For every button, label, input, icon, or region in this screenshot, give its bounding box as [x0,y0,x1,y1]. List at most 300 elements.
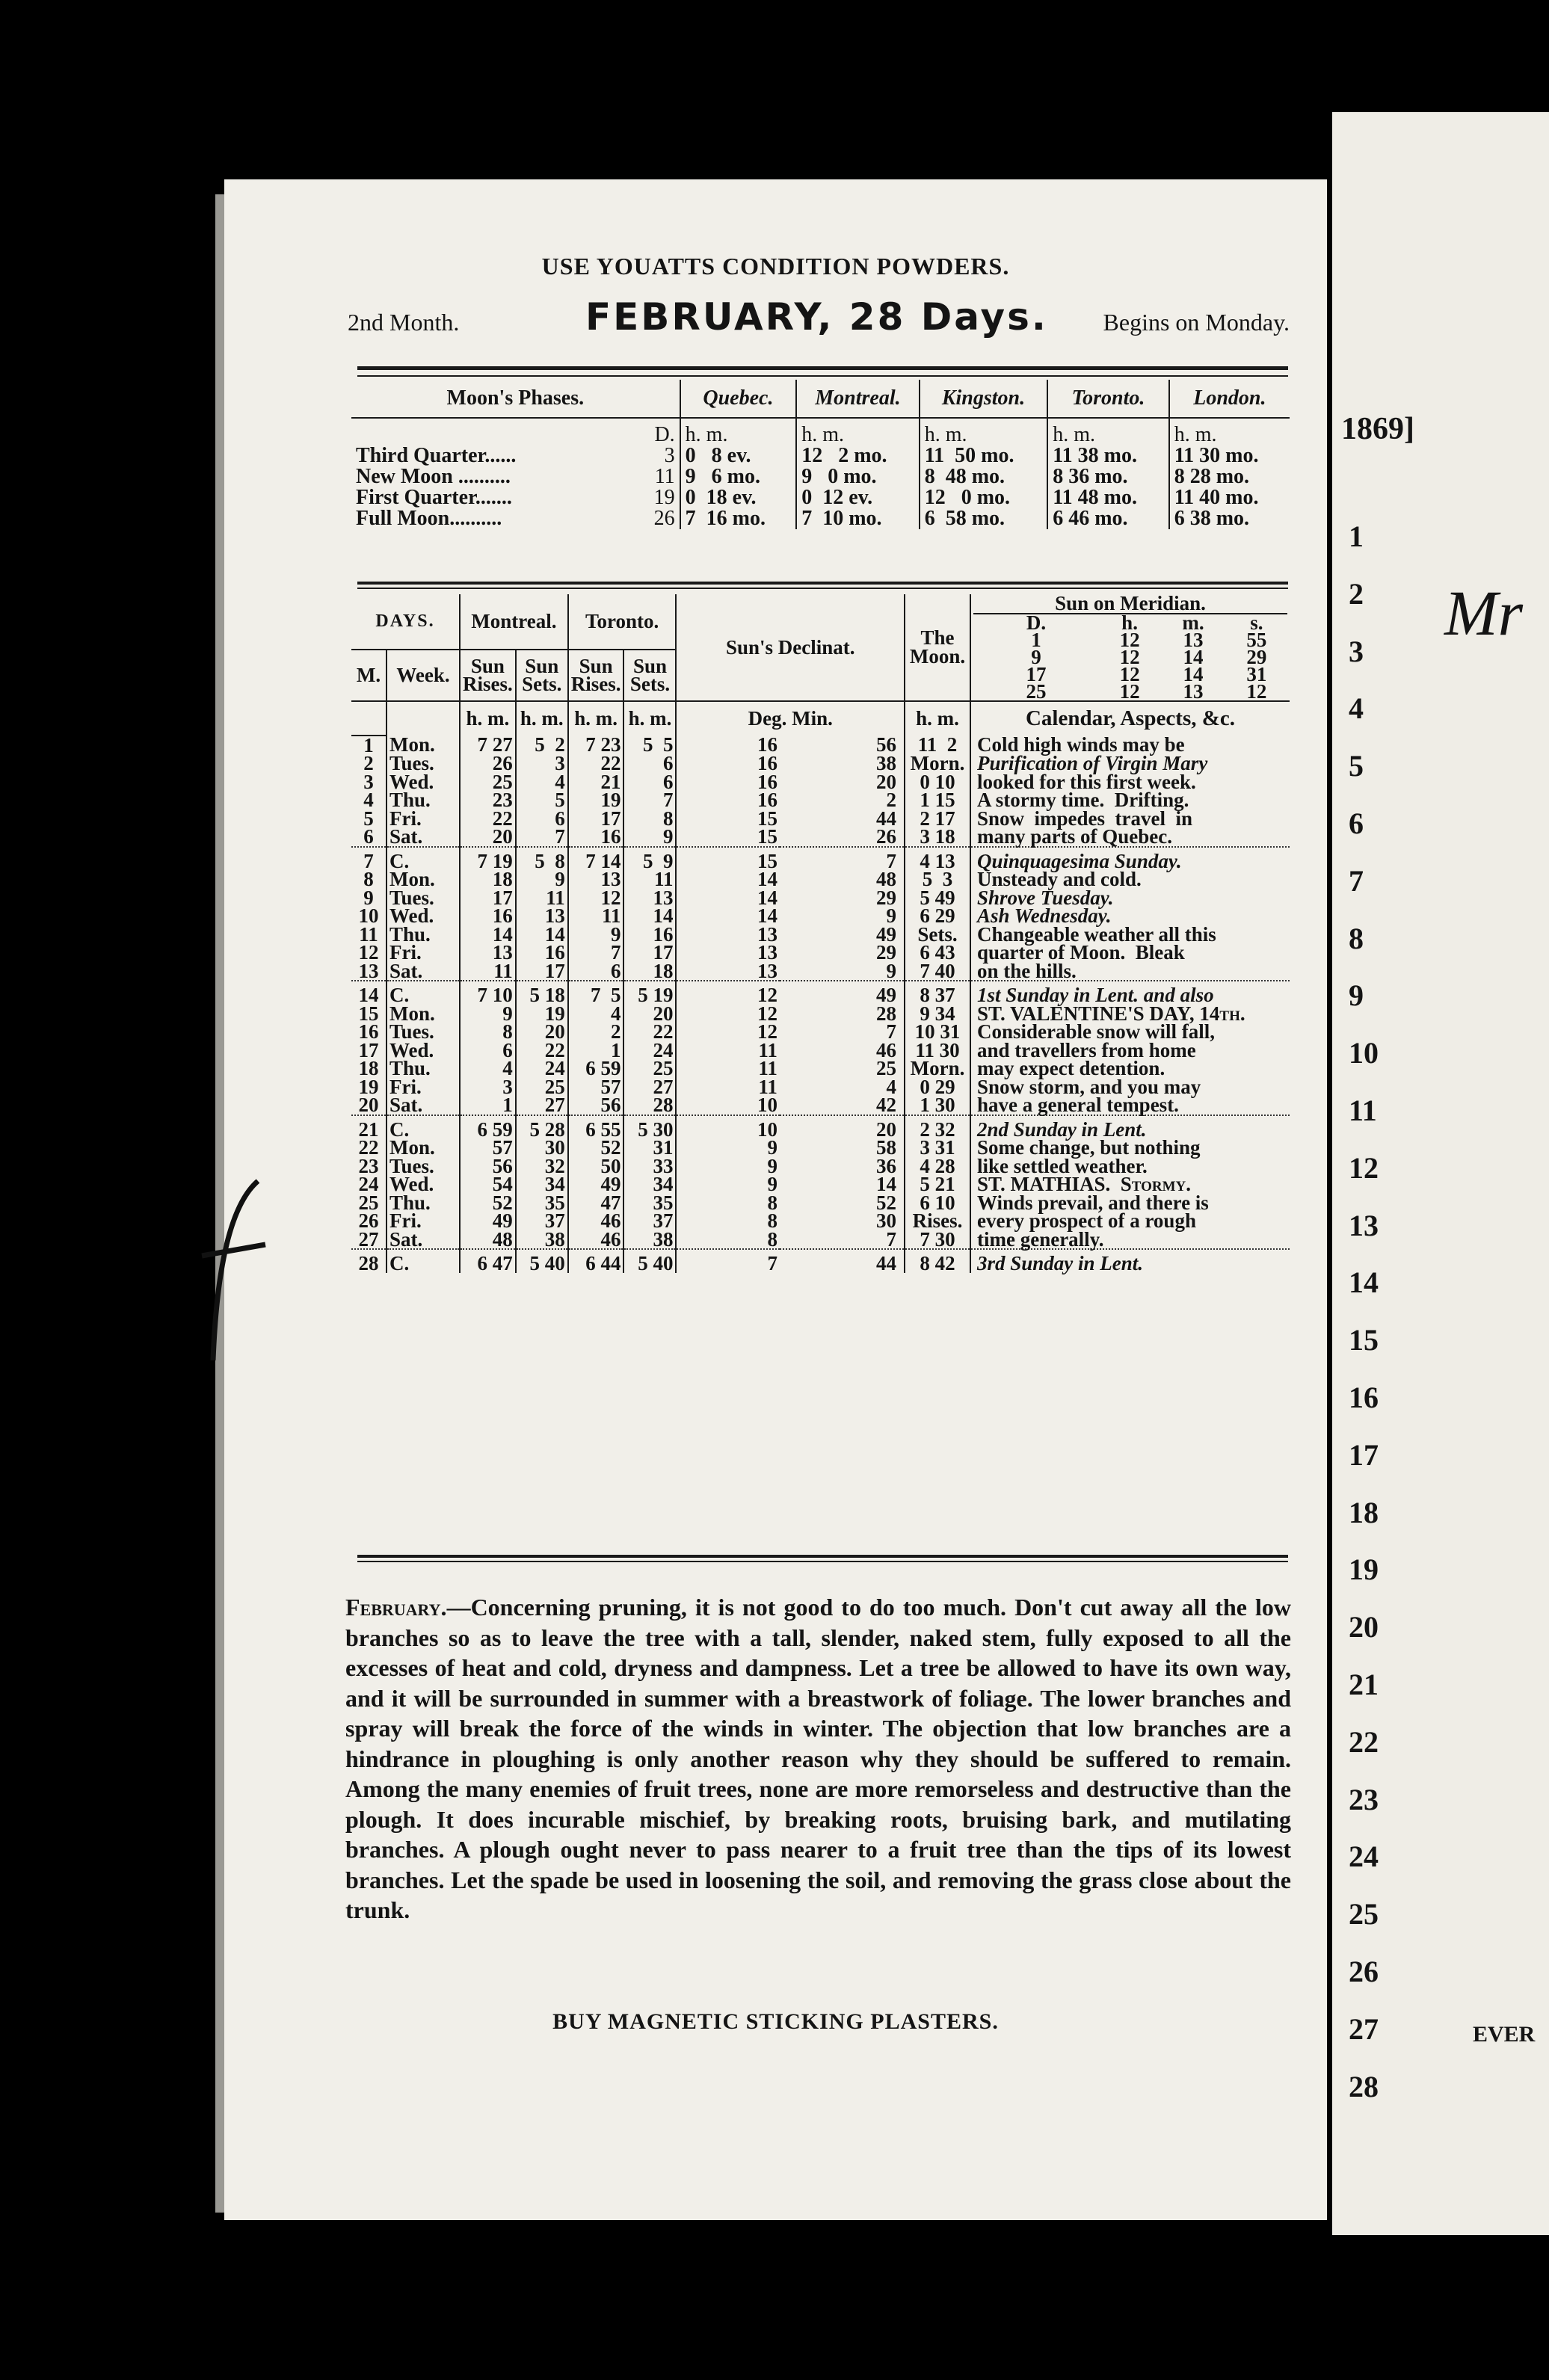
cal-ts: 27 [623,1078,676,1097]
cal-c: 1st Sunday in Lent. and also [970,981,1290,1005]
cal-dg: 16 [676,736,779,755]
cal-mr: 11 [460,962,516,981]
cal-ts: 7 [623,791,676,810]
facing-day-number: 19 [1349,1553,1379,1587]
cal-mn: 14 [876,1173,896,1195]
cal-tr: 7 5 [568,981,624,1005]
cal-mo: 2 32 [905,1115,970,1139]
meridian-head: D. [1026,611,1047,634]
cal-mo: 6 29 [905,907,970,925]
cal-dg: 14 [676,870,779,889]
meridian-cell: 25 [1026,679,1047,703]
cal-mr: 7 19 [460,847,516,871]
cal-dg: 13 [676,962,779,981]
facing-day-number: 27 [1349,2011,1379,2046]
cal-mo: 6 10 [905,1194,970,1212]
cal-mo: 8 42 [905,1249,970,1273]
meridian-cell: 29 [1246,645,1267,668]
cal-ms: 17 [516,962,568,981]
facing-day-number: 18 [1349,1495,1379,1529]
cal-w: Fri. [387,1078,460,1097]
cal-tr: 50 [568,1157,624,1176]
cal-d: 5 [363,807,374,830]
cal-mn: 9 [886,959,896,982]
cal-w: Thu. [387,791,460,810]
cal-c: Snow storm, and you may [970,1078,1290,1097]
cal-d: 13 [358,959,379,982]
moon-montreal: 9 0 mo. [796,466,920,487]
cal-tr: 46 [568,1212,624,1230]
cal-mn: 7 [780,847,905,871]
facing-day-number: 8 [1349,921,1364,955]
cal-dg: 10 [676,1115,779,1139]
facing-day-number: 14 [1349,1265,1379,1300]
cal-c: Winds prevail, and there is [970,1194,1290,1212]
cal-dg: 8 [676,1194,779,1212]
meridian-row [973,683,1287,700]
cal-d: 6 [363,825,374,848]
cal-ms: 14 [516,925,568,944]
cal-mo: 1 30 [905,1096,970,1115]
cal-c: Cold high winds may be [970,736,1290,755]
cal-tr: 1 [568,1041,624,1060]
cal-d: 8 [363,868,374,890]
cal-c: Shrove Tuesday. [970,889,1290,907]
cal-mo: 5 3 [905,870,970,889]
facing-day-number: 10 [1349,1036,1379,1070]
cal-ts: 6 [623,754,676,773]
col-sun-sets: Sun Sets. [516,650,568,701]
cal-mr: 6 59 [460,1115,516,1139]
calendar-row [351,1175,1290,1194]
cal-c: ST. MATHIAS. Stormy. [970,1175,1290,1194]
almanac-page [224,179,1327,2220]
cal-ms: 22 [516,1041,568,1060]
cal-mr: 8 [460,1023,516,1041]
calendar-row [351,943,1290,962]
facing-day-number: 20 [1349,1610,1379,1644]
moon-toronto: 11 48 mo. [1047,487,1169,508]
col-week: Week. [387,650,460,701]
facing-day-number: 13 [1349,1208,1379,1242]
cal-w: Sat. [387,1230,460,1250]
cal-w: Tues. [387,1023,460,1041]
cal-mn: 20 [780,1115,905,1139]
col-sun-rises: Sun Rises. [460,650,516,701]
col-toronto: Toronto. [568,594,677,650]
cal-w: Tues. [387,754,460,773]
cal-d: 24 [358,1173,379,1195]
month-header [348,295,1290,340]
cal-mr: 3 [460,1078,516,1097]
cal-mn: 52 [876,1191,896,1214]
cal-ms: 19 [516,1005,568,1023]
meridian-cell: 13 [1183,628,1204,651]
cal-d: 15 [358,1002,379,1025]
calendar-row [351,1230,1290,1250]
cal-d: 14 [351,981,387,1005]
cal-mr: 6 [460,1041,516,1060]
cal-w: Tues. [387,889,460,907]
cal-ms: 27 [516,1096,568,1115]
facing-day-numbers [1349,508,1379,2115]
cal-mo: 1 15 [905,791,970,810]
paragraph-lead: February. [345,1594,447,1621]
meridian-cell: 14 [1183,645,1204,668]
cal-mr: 7 10 [460,981,516,1005]
cal-ts: 37 [623,1212,676,1230]
cal-tr: 7 [568,943,624,962]
facing-day-number: 16 [1349,1380,1379,1414]
cal-mo: 4 13 [905,847,970,871]
moon-header: Montreal. [796,380,920,418]
moon-montreal: 7 10 mo. [796,508,920,529]
advert-header: USE YOUATTS CONDITION POWDERS. [541,253,1010,280]
moon-sub: h. m. [796,425,920,446]
cal-mr: 7 27 [460,736,516,755]
calendar-row [351,981,1290,1005]
cal-mo: 7 30 [905,1230,970,1250]
cal-mr: 4 [460,1059,516,1078]
calendar-row [351,754,1290,773]
cal-w: Thu. [387,925,460,944]
moon-name: Full Moon.......... [356,507,502,530]
cal-ms: 32 [516,1157,568,1176]
cal-dg: 13 [676,925,779,944]
cal-w: C. [387,847,460,871]
cal-mr: 26 [460,754,516,773]
meridian-table [973,611,1287,703]
cal-ts: 6 [623,773,676,792]
moon-quebec: 7 16 mo. [680,508,797,529]
handwritten-mark [187,1174,277,1368]
moon-header: Toronto. [1047,380,1169,418]
cal-d: 11 [359,922,378,946]
cal-mo: Morn. [905,1059,970,1078]
cal-mo: 9 34 [905,1005,970,1023]
unit: h. m. [460,701,516,736]
cal-ts: 18 [623,962,676,981]
cal-w: Wed. [387,907,460,925]
cal-ts: 16 [623,925,676,944]
cal-c: Snow impedes travel in [970,810,1290,828]
cal-mr: 1 [460,1096,516,1115]
cal-w: C. [387,1249,460,1273]
cal-ts: 9 [623,827,676,847]
cal-tr: 6 44 [568,1249,624,1273]
cal-tr: 57 [568,1078,624,1097]
cal-w: Sat. [387,962,460,981]
cal-ts: 22 [623,1023,676,1041]
moon-header: London. [1169,380,1290,418]
cal-mn: 48 [876,868,896,890]
cal-w: C. [387,981,460,1005]
cal-mr: 57 [460,1138,516,1157]
cal-dg: 11 [676,1059,779,1078]
moon-day: 19 [653,486,675,509]
month-number: 2nd Month. [348,309,460,336]
cal-w: Mon. [387,736,460,755]
moon-kingston: 6 58 mo. [920,508,1047,529]
calendar-row [351,1059,1290,1078]
moon-sub: h. m. [920,425,1047,446]
moon-sub: h. m. [1047,425,1169,446]
facing-day-number: 28 [1349,2069,1379,2103]
facing-day-number: 21 [1349,1667,1379,1701]
moon-toronto: 8 36 mo. [1047,466,1169,487]
cal-mr: 25 [460,773,516,792]
facing-day-number: 22 [1349,1724,1379,1759]
facing-day-number: 24 [1349,1840,1379,1874]
col-declination: Sun's Declinat. [676,594,905,701]
cal-c: 3rd Sunday in Lent. [970,1249,1290,1273]
cal-mo: 2 17 [905,810,970,828]
unit: h. m. [905,701,970,736]
cal-w: Fri. [387,810,460,828]
moon-header: Moon's Phases. [351,380,680,418]
cal-d: 7 [351,847,387,871]
facing-day-number: 6 [1349,806,1364,840]
facing-footer: EVER [1473,2022,1536,2047]
cal-c: like settled weather. [970,1157,1290,1176]
cal-c: Unsteady and cold. [970,870,1290,889]
cal-mr: 18 [460,870,516,889]
calendar-row [351,907,1290,925]
cal-ts: 5 5 [623,736,676,755]
cal-mr: 52 [460,1194,516,1212]
rule [357,375,1288,377]
cal-dg: 14 [676,907,779,925]
cal-d: 25 [358,1191,379,1214]
cal-dg: 13 [676,943,779,962]
cal-w: Thu. [387,1194,460,1212]
cal-ms: 4 [516,773,568,792]
cal-mr: 6 47 [460,1249,516,1273]
cal-ts: 28 [623,1096,676,1115]
unit: h. m. [623,701,676,736]
cal-ms: 5 2 [516,736,568,755]
facing-day-number: 4 [1349,691,1364,726]
cal-dg: 9 [676,1157,779,1176]
meridian-cell: 14 [1183,662,1204,685]
cal-c: Some change, but nothing [970,1138,1290,1157]
meridian-cell: 9 [1031,645,1041,668]
meridian-cell: 12 [1119,628,1140,651]
moon-row [351,446,1290,466]
cal-ts: 5 40 [623,1249,676,1273]
cal-mn: 36 [876,1154,896,1177]
cal-tr: 7 23 [568,736,624,755]
cal-mn: 29 [876,886,896,909]
cal-tr: 46 [568,1230,624,1250]
cal-ms: 13 [516,907,568,925]
facing-handwriting: Mr [1444,577,1524,649]
moon-london: 11 30 mo. [1169,446,1290,466]
moon-toronto: 6 46 mo. [1047,508,1169,529]
moon-row [351,487,1290,508]
cal-ts: 31 [623,1138,676,1157]
moon-phases-table [351,380,1290,529]
cal-mo: 10 31 [905,1023,970,1041]
meridian-cell: 55 [1246,628,1267,651]
cal-tr: 6 [568,962,624,981]
meridian-head: h. [1121,611,1138,634]
cal-ts: 17 [623,943,676,962]
col-calendar: Calendar, Aspects, &c. [970,701,1290,736]
cal-c: A stormy time. Drifting. [970,791,1290,810]
rule [357,588,1288,589]
moon-row [351,508,1290,529]
cal-d: 10 [358,904,379,927]
blank [351,701,387,736]
cal-mn: 25 [876,1057,896,1079]
cal-c: Quinquagesima Sunday. [970,847,1290,871]
calendar-row [351,847,1290,871]
cal-tr: 12 [568,889,624,907]
cal-tr: 6 55 [568,1115,624,1139]
moon-day: 3 [664,444,675,467]
cal-tr: 56 [568,1096,624,1115]
meridian-cell: 31 [1246,662,1267,685]
facing-page [1332,112,1549,2235]
moon-header: Kingston. [920,380,1047,418]
cal-ts: 35 [623,1194,676,1212]
cal-mo: 3 18 [905,827,970,847]
calendar-row [351,827,1290,847]
cal-ms: 6 [516,810,568,828]
month-title: FEBRUARY, 28 Days. [585,295,1048,339]
cal-d: 9 [363,886,374,909]
cal-ms: 20 [516,1023,568,1041]
cal-dg: 10 [676,1096,779,1115]
calendar-row [351,1115,1290,1139]
cal-dg: 12 [676,981,779,1005]
cal-d: 20 [358,1094,379,1116]
cal-dg: 15 [676,847,779,871]
cal-mr: 17 [460,889,516,907]
moon-london: 6 38 mo. [1169,508,1290,529]
rule [357,1555,1288,1558]
meridian-cell: 12 [1119,662,1140,685]
cal-ts: 8 [623,810,676,828]
cal-ms: 11 [516,889,568,907]
calendar-row [351,870,1290,889]
col-m: M. [351,650,387,701]
cal-tr: 17 [568,810,624,828]
cal-w: C. [387,1115,460,1139]
unit: h. m. [568,701,624,736]
cal-dg: 9 [676,1138,779,1157]
unit: Deg. Min. [676,701,905,736]
rule [357,582,1288,585]
facing-day-number: 11 [1349,1093,1377,1127]
cal-mr: 49 [460,1212,516,1230]
calendar-row [351,791,1290,810]
cal-mr: 23 [460,791,516,810]
cal-tr: 16 [568,827,624,847]
cal-w: Fri. [387,943,460,962]
advert-footer: BUY MAGNETIC STICKING PLASTERS. [552,2009,999,2034]
cal-dg: 8 [676,1230,779,1250]
cal-dg: 16 [676,754,779,773]
moon-sub: h. m. [1169,425,1290,446]
moon-montreal: 0 12 ev. [796,487,920,508]
cal-mo: 8 37 [905,981,970,1005]
cal-mr: 20 [460,827,516,847]
cal-c: Ash Wednesday. [970,907,1290,925]
cal-mr: 14 [460,925,516,944]
cal-mr: 9 [460,1005,516,1023]
cal-c: looked for this first week. [970,773,1290,792]
calendar-row [351,962,1290,981]
cal-d: 27 [358,1227,379,1251]
calendar-row [351,1096,1290,1115]
cal-ms: 35 [516,1194,568,1212]
moon-toronto: 11 38 mo. [1047,446,1169,466]
calendar-row [351,1138,1290,1157]
cal-tr: 13 [568,870,624,889]
cal-ts: 34 [623,1175,676,1194]
cal-mo: 4 28 [905,1157,970,1176]
cal-mn: 38 [876,752,896,774]
cal-ts: 24 [623,1041,676,1060]
col-moon: The Moon. [905,594,970,701]
cal-mn: 49 [876,922,896,946]
cal-ms: 5 18 [516,981,568,1005]
moon-kingston: 8 48 mo. [920,466,1047,487]
moon-sub: D. [654,423,675,446]
cal-d: 4 [363,789,374,811]
cal-ts: 33 [623,1157,676,1176]
cal-mr: 13 [460,943,516,962]
cal-d: 21 [351,1115,387,1139]
cal-c: Changeable weather all this [970,925,1290,944]
cal-dg: 11 [676,1078,779,1097]
cal-ts: 20 [623,1005,676,1023]
cal-tr: 21 [568,773,624,792]
cal-mn: 49 [780,981,905,1005]
cal-tr: 19 [568,791,624,810]
cal-mn: 7 [886,1020,896,1043]
cal-ts: 25 [623,1059,676,1078]
cal-mn: 58 [876,1136,896,1159]
moon-kingston: 11 50 mo. [920,446,1047,466]
cal-tr: 22 [568,754,624,773]
moon-sub-label [351,425,629,446]
pruning-paragraph [345,1592,1291,1926]
cal-mn: 28 [876,1002,896,1025]
cal-w: Mon. [387,1138,460,1157]
facing-year: 1869] [1341,412,1414,446]
facing-day-number: 12 [1349,1150,1379,1185]
cal-d: 22 [358,1136,379,1159]
cal-w: Sat. [387,1096,460,1115]
rule [357,366,1288,370]
cal-mr: 22 [460,810,516,828]
cal-mn: 42 [876,1094,896,1116]
facing-day-number: 25 [1349,1897,1379,1932]
calendar-row [351,1212,1290,1230]
cal-c: on the hills. [970,962,1290,981]
meridian-cell: 12 [1119,645,1140,668]
cal-ms: 16 [516,943,568,962]
meridian-cell: 12 [1246,679,1267,703]
moon-sub: h. m. [680,425,797,446]
facing-day-number: 2 [1349,576,1364,611]
facing-day-number: 9 [1349,978,1364,1013]
cal-mo: Sets. [905,925,970,944]
cal-w: Tues. [387,1157,460,1176]
